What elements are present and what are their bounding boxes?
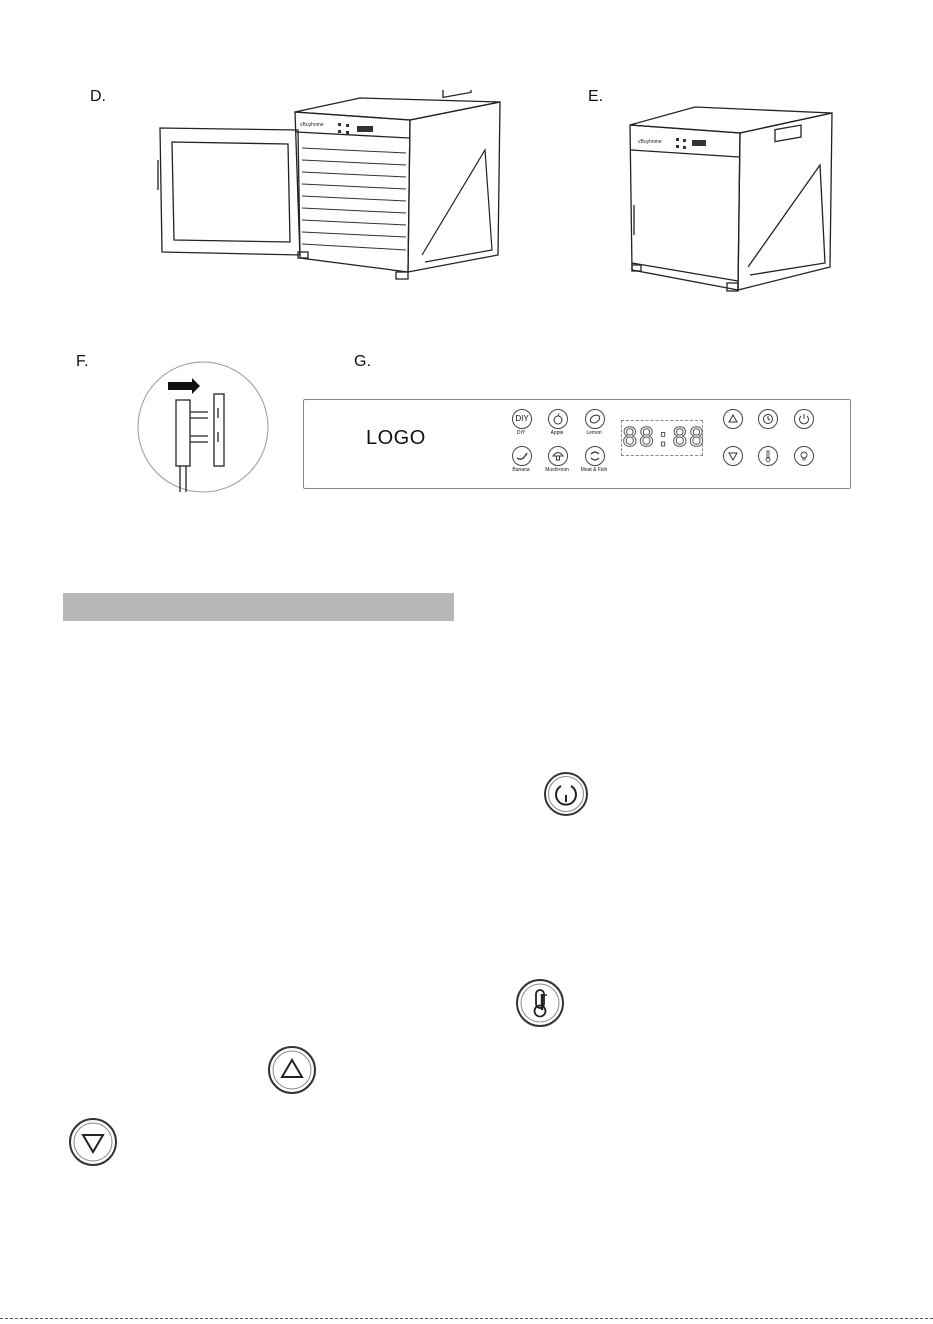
figure-e-label: E.: [588, 88, 604, 105]
triangle-down-icon: [724, 447, 742, 465]
figure-f-plug-detail: [136, 360, 271, 495]
program-label-meat-fish: Meat & Fish: [580, 467, 608, 473]
figure-f-label: F.: [76, 353, 89, 370]
device-brand-text: vBuyhome: [300, 122, 324, 128]
program-button-banana[interactable]: [512, 446, 532, 466]
light-bulb-icon: [795, 447, 813, 465]
banana-icon: [513, 447, 531, 465]
program-label-mushroom: Mushroom: [545, 467, 569, 473]
temperature-button-icon-large: [515, 978, 565, 1028]
panel-logo: LOGO: [366, 427, 426, 449]
device-brand-text-e: vBuyhome: [638, 139, 662, 145]
figure-e-dehydrator-closed: [620, 95, 850, 300]
triangle-up-icon: [724, 410, 742, 428]
program-label-apple: Apple: [550, 430, 564, 436]
up-button-small[interactable]: [723, 409, 743, 429]
power-button-small[interactable]: [794, 409, 814, 429]
lemon-icon: [586, 410, 604, 428]
program-button-diy[interactable]: DIY: [512, 409, 532, 429]
mushroom-icon: [549, 447, 567, 465]
program-button-apple[interactable]: [548, 409, 568, 429]
temperature-button-small[interactable]: [758, 446, 778, 466]
timer-display: [621, 420, 706, 456]
apple-icon: [549, 410, 567, 428]
timer-display-digits: 88:88: [622, 423, 706, 453]
down-button-icon-large: [68, 1117, 118, 1167]
timer-icon: [759, 410, 777, 428]
down-button-small[interactable]: [723, 446, 743, 466]
program-label-lemon: Lemon: [586, 430, 602, 436]
figure-d-label: D.: [90, 88, 106, 105]
control-panel: [303, 399, 851, 489]
figure-g-label: G.: [354, 353, 371, 370]
program-label-banana: Banana: [512, 467, 530, 473]
program-button-mushroom[interactable]: [548, 446, 568, 466]
up-button-icon-large: [267, 1045, 317, 1095]
program-button-lemon[interactable]: [585, 409, 605, 429]
thermometer-icon: [759, 447, 777, 465]
light-button-small[interactable]: [794, 446, 814, 466]
power-icon: [795, 410, 813, 428]
meat-fish-icon: [586, 447, 604, 465]
program-label-diy: DIY: [516, 430, 526, 436]
figure-d-dehydrator-open: [150, 90, 530, 295]
section-header-bar: [63, 593, 454, 621]
power-button-icon-large: [543, 771, 589, 817]
page-bottom-dashed-line: [0, 1318, 933, 1319]
program-button-meat-fish[interactable]: [585, 446, 605, 466]
timer-button-small[interactable]: [758, 409, 778, 429]
